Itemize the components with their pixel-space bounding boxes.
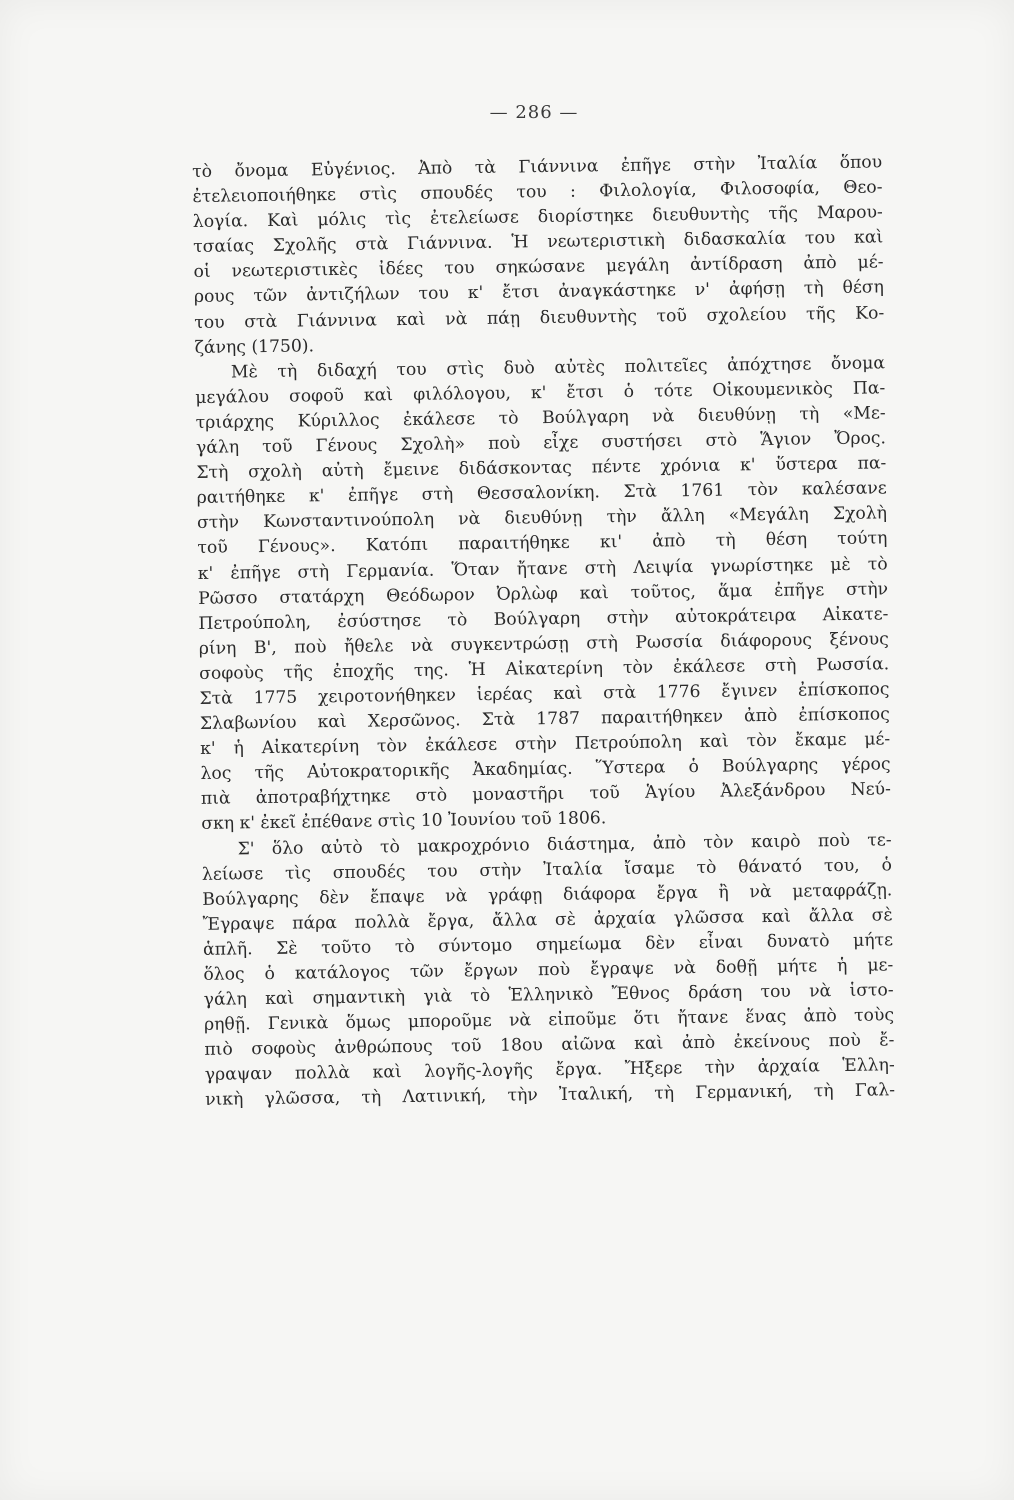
text-line: λογία. Καὶ μόλις τὶς ἐτελείωσε διορίστηκε διευθυντὴς τῆς Μαρου- (192, 202, 883, 233)
text-line: ρους τῶν ἀντιζήλων του κ' ἔτσι ἀναγκάστηκε ν' ἀφήσῃ τὴ θέση (193, 277, 884, 308)
text-line: ὅλος ὁ κατάλογος τῶν ἔργων ποὺ ἔγραψε νὰ δοθῇ μήτε ἡ με- (203, 955, 894, 985)
text-line: μεγάλου σοφοῦ καὶ φιλόλογου, κ' ἔτσι ὁ τότε Οἰκουμενικὸς Πα- (195, 378, 886, 408)
text-line: τσαίας Σχολῆς στὰ Γιάννινα. Ἡ νεωτεριστικὴ διδασκαλία του καὶ (193, 227, 884, 258)
text-line: γάλη καὶ σημαντικὴ γιὰ τὸ Ἑλληνικὸ Ἔθνος δράση του νὰ ἱστο- (203, 980, 894, 1011)
text-line: τριάρχης Κύριλλος ἐκάλεσε τὸ Βούλγαρη νὰ διευθύνῃ τὴ «Με- (195, 403, 886, 433)
text-line: ἁπλῆ. Σὲ τοῦτο τὸ σύντομο σημείωμα δὲν εἶναι δυνατὸ μήτε (202, 930, 894, 960)
text-line: ρηθῇ. Γενικὰ ὅμως μποροῦμε νὰ εἰποῦμε ὅτι ἤτανε ἕνας ἀπὸ τοὺς (203, 1005, 895, 1036)
text-line: γραψαν πολλὰ καὶ λογῆς-λογῆς ἔργα. Ἤξερε τὴν ἀρχαία Ἑλλη- (204, 1055, 895, 1086)
text-line: ραιτήθηκε κ' ἐπῆγε στὴ Θεσσαλονίκη. Στὰ 1761 τὸν καλέσανε (196, 478, 887, 509)
text-line: σκη κ' ἐκεῖ ἐπέθανε στὶς 10 Ἰουνίου τοῦ 1806. (201, 808, 607, 835)
text-line: πιὸ σοφοὺς ἀνθρώπους τοῦ 18ου αἰῶνα καὶ ἀπὸ ἐκείνους ποὺ ἔ- (204, 1030, 895, 1061)
text-line: Ἔγραψε πάρα πολλὰ ἔργα, ἄλλα σὲ ἀρχαία γλῶσσα καὶ ἄλλα σὲ (202, 905, 893, 935)
page-number: — 286 — (489, 102, 579, 123)
text-line: του στὰ Γιάννινα καὶ νὰ πάῃ διευθυντὴς τοῦ σχολείου τῆς Κο- (194, 302, 885, 333)
text-line: Μὲ τὴ διδαχή του στὶς δυὸ αὐτὲς πολιτεῖες ἀπόχτησε ὄνομα (230, 353, 886, 383)
body-text (192, 150, 895, 1113)
text-line: λείωσε τὶς σπουδές του στὴν Ἰταλία ἴσαμε τὸ θάνατό του, ὁ (201, 854, 893, 885)
text-line: νικὴ γλῶσσα, τὴ Λατινική, τὴν Ἰταλική, τὴ Γερμανική, τὴ Γαλ- (204, 1080, 896, 1111)
text-line: στὴν Κωνσταντινούπολη νὰ διευθύνῃ τὴν ἄλλη «Μεγάλη Σχολὴ (196, 503, 888, 534)
text-line: Σλαβωνίου καὶ Χερσῶνος. Στὰ 1787 παραιτήθηκεν ἀπὸ ἐπίσκοπος (199, 704, 890, 735)
text-line: ζάνης (1750). (194, 335, 315, 358)
text-line: Ρῶσσο στατάρχη Θεόδωρον Ὀρλὼφ καὶ τοῦτος, ἅμα ἐπῆγε στὴν (197, 578, 889, 609)
text-line: σοφοὺς τῆς ἐποχῆς της. Ἡ Αἰκατερίνη τὸν ἐκάλεσε στὴ Ρωσσία. (199, 654, 890, 684)
text-line: Βούλγαρης δὲν ἔπαψε νὰ γράφῃ διάφορα ἔργα ἢ νὰ μεταφράζῃ. (202, 880, 893, 910)
text-line: τὸ ὄνομα Εὐγένιος. Ἀπὸ τὰ Γιάννινα ἐπῆγε στὴν Ἰταλία ὅπου (192, 152, 883, 182)
text-line: ἐτελειοποιήθηκε στὶς σπουδές του : Φιλολογία, Φιλοσοφία, Θεο- (192, 177, 883, 208)
text-line: Πετρούπολη, ἐσύστησε τὸ Βούλγαρη στὴν αὐτοκράτειρα Αἰκατε- (198, 604, 889, 634)
text-line: Σ' ὅλο αὐτὸ τὸ μακροχρόνιο διάστημα, ἀπὸ τὸν καιρὸ ποὺ τε- (237, 829, 892, 859)
text-line: πιὰ ἀποτραβήχτηκε στὸ μοναστῆρι τοῦ Ἁγίου Ἀλεξάνδρου Νεύ- (200, 779, 891, 810)
text-line: ρίνη Β', ποὺ ἤθελε νὰ συγκεντρώσῃ στὴ Ρωσσία διάφορους ξένους (198, 629, 889, 659)
text-line: κ' ἐπῆγε στὴ Γερμανία. Ὅταν ἤτανε στὴ Λειψία γνωρίστηκε μὲ τὸ (197, 553, 888, 584)
text-line: λος τῆς Αὐτοκρατορικῆς Ἀκαδημίας. Ὕστερα ὁ Βούλγαρης γέρος (200, 754, 891, 785)
text-line: οἱ νεωτεριστικὲς ἰδέες του σηκώσανε μεγάλη ἀντίδραση ἀπὸ μέ- (193, 252, 884, 283)
text-line: Στὴ σχολὴ αὐτὴ ἔμεινε διδάσκοντας πέντε χρόνια κ' ὕστερα πα- (196, 453, 887, 484)
text-line: γάλη τοῦ Γένους Σχολὴ» ποὺ εἶχε συστήσει στὸ Ἅγιον Ὄρος. (195, 428, 887, 459)
text-line: κ' ἡ Αἰκατερίνη τὸν ἐκάλεσε στὴν Πετρούπολη καὶ τὸν ἔκαμε μέ- (200, 729, 891, 760)
text-line: τοῦ Γένους». Κατόπι παραιτήθηκε κι' ἀπὸ τὴ θέση τούτη (197, 528, 888, 559)
text-line: Στὰ 1775 χειροτονήθηκεν ἱερέας καὶ στὰ 1776 ἔγινεν ἐπίσκοπος (199, 679, 890, 709)
